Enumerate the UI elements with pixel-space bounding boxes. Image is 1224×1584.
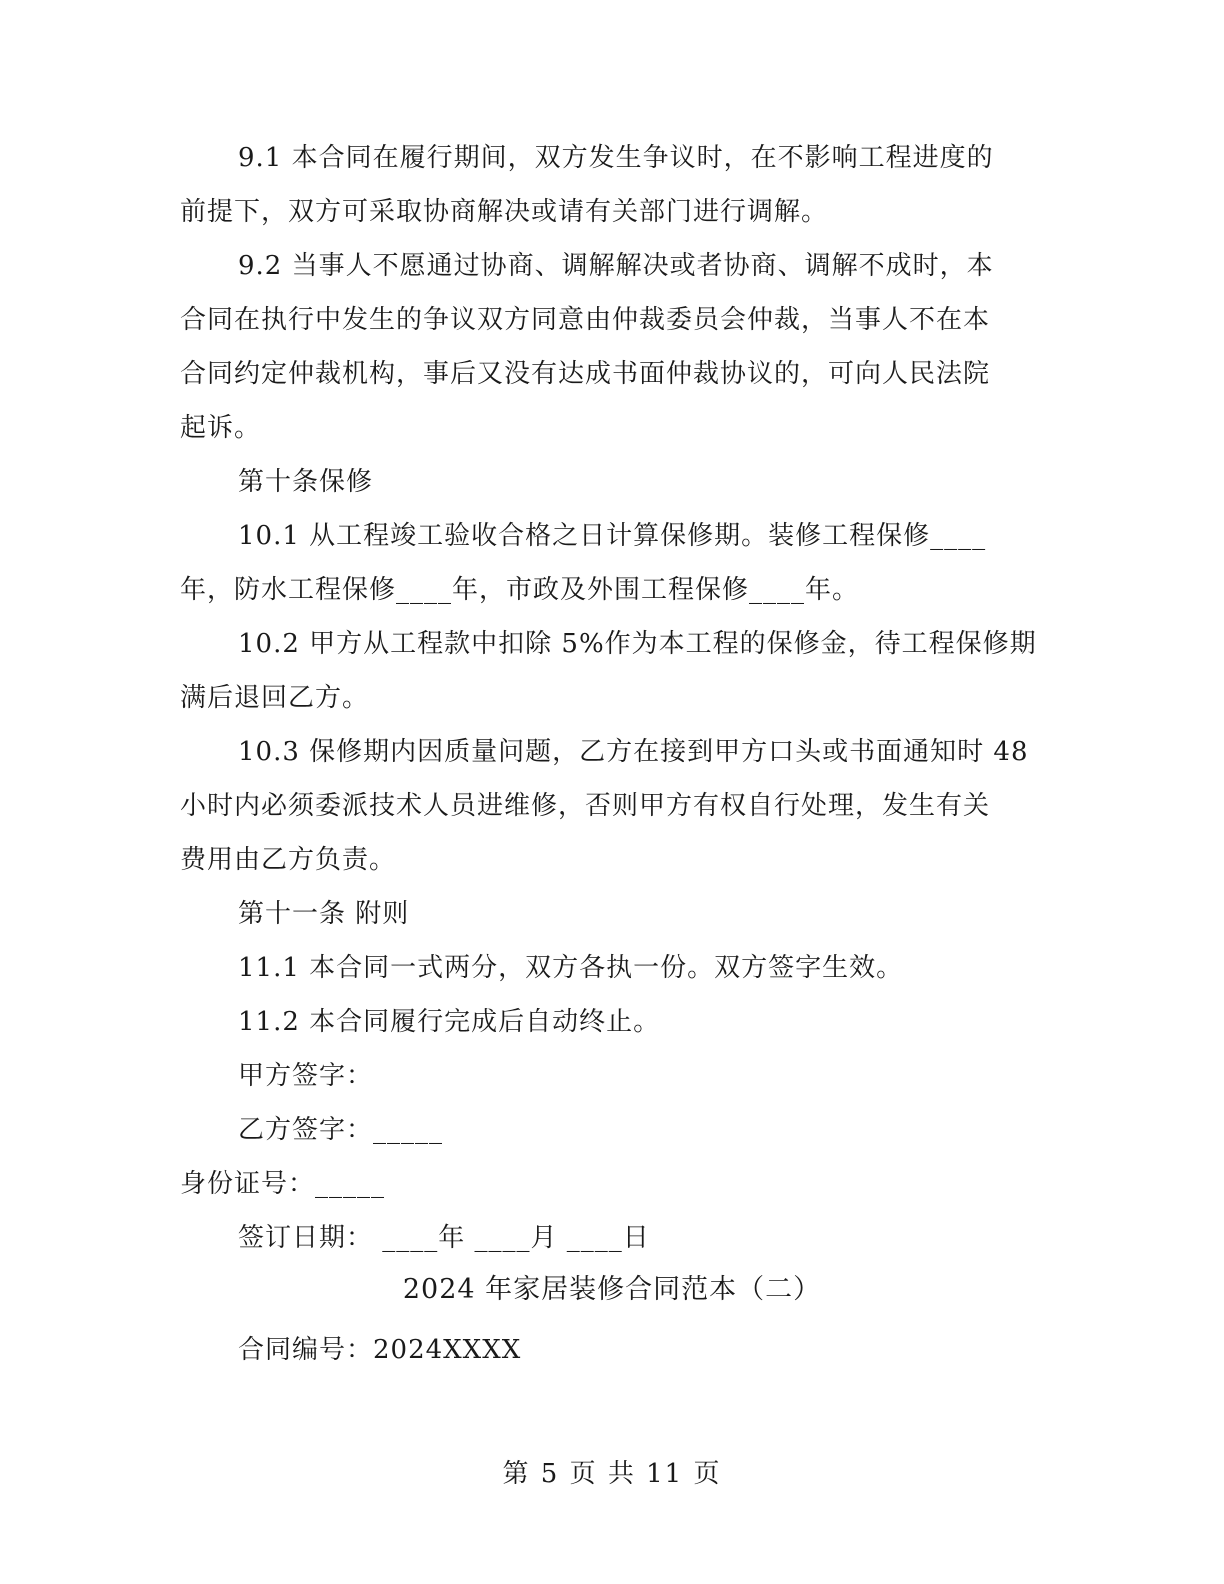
clause-9-2-line-1: 9.2 当事人不愿通过协商、调解解决或者协商、调解不成时，本 (238, 251, 994, 281)
page-footer: 第 5 页 共 11 页 (502, 1459, 722, 1489)
article-11-heading: 第十一条 附则 (238, 899, 410, 929)
clause-10-3-line-1: 10.3 保修期内因质量问题，乙方在接到甲方口头或书面通知时 48 (238, 737, 1029, 767)
clause-9-2-line-3: 合同约定仲裁机构，事后又没有达成书面仲裁协议的，可向人民法院 (180, 359, 991, 389)
clause-10-2-line-1: 10.2 甲方从工程款中扣除 5%作为本工程的保修金，待工程保修期 (238, 629, 1037, 659)
clause-10-2-line-2: 满后退回乙方。 (180, 683, 370, 713)
clause-10-1-line-2: 年，防水工程保修____年，市政及外围工程保修____年。 (180, 575, 860, 605)
id-number-field: 身份证号：_____ (180, 1169, 386, 1199)
clause-11-1: 11.1 本合同一式两分，双方各执一份。双方签字生效。 (238, 953, 904, 983)
clause-10-3-line-2: 小时内必须委派技术人员进维修，否则甲方有权自行处理，发生有关 (180, 791, 991, 821)
signing-date: 签订日期： ____年 ____月 ____日 (238, 1223, 650, 1253)
clause-9-2-line-2: 合同在执行中发生的争议双方同意由仲裁委员会仲裁，当事人不在本 (180, 305, 991, 335)
clause-9-1-line-1: 9.1 本合同在履行期间，双方发生争议时，在不影响工程进度的 (238, 143, 994, 173)
clause-11-2: 11.2 本合同履行完成后自动终止。 (238, 1007, 661, 1037)
second-contract-title: 2024 年家居装修合同范本（二） (402, 1274, 822, 1305)
party-a-signature: 甲方签字： (238, 1061, 374, 1091)
clause-10-3-line-3: 费用由乙方负责。 (180, 845, 397, 875)
party-b-signature: 乙方签字：_____ (238, 1115, 444, 1145)
article-10-heading: 第十条保修 (238, 467, 374, 497)
clause-9-2-line-4: 起诉。 (180, 413, 262, 443)
clause-9-1-line-2: 前提下，双方可采取协商解决或请有关部门进行调解。 (180, 197, 829, 227)
contract-number: 合同编号：2024XXXX (238, 1335, 522, 1365)
clause-10-1-line-1: 10.1 从工程竣工验收合格之日计算保修期。装修工程保修____ (238, 521, 987, 551)
